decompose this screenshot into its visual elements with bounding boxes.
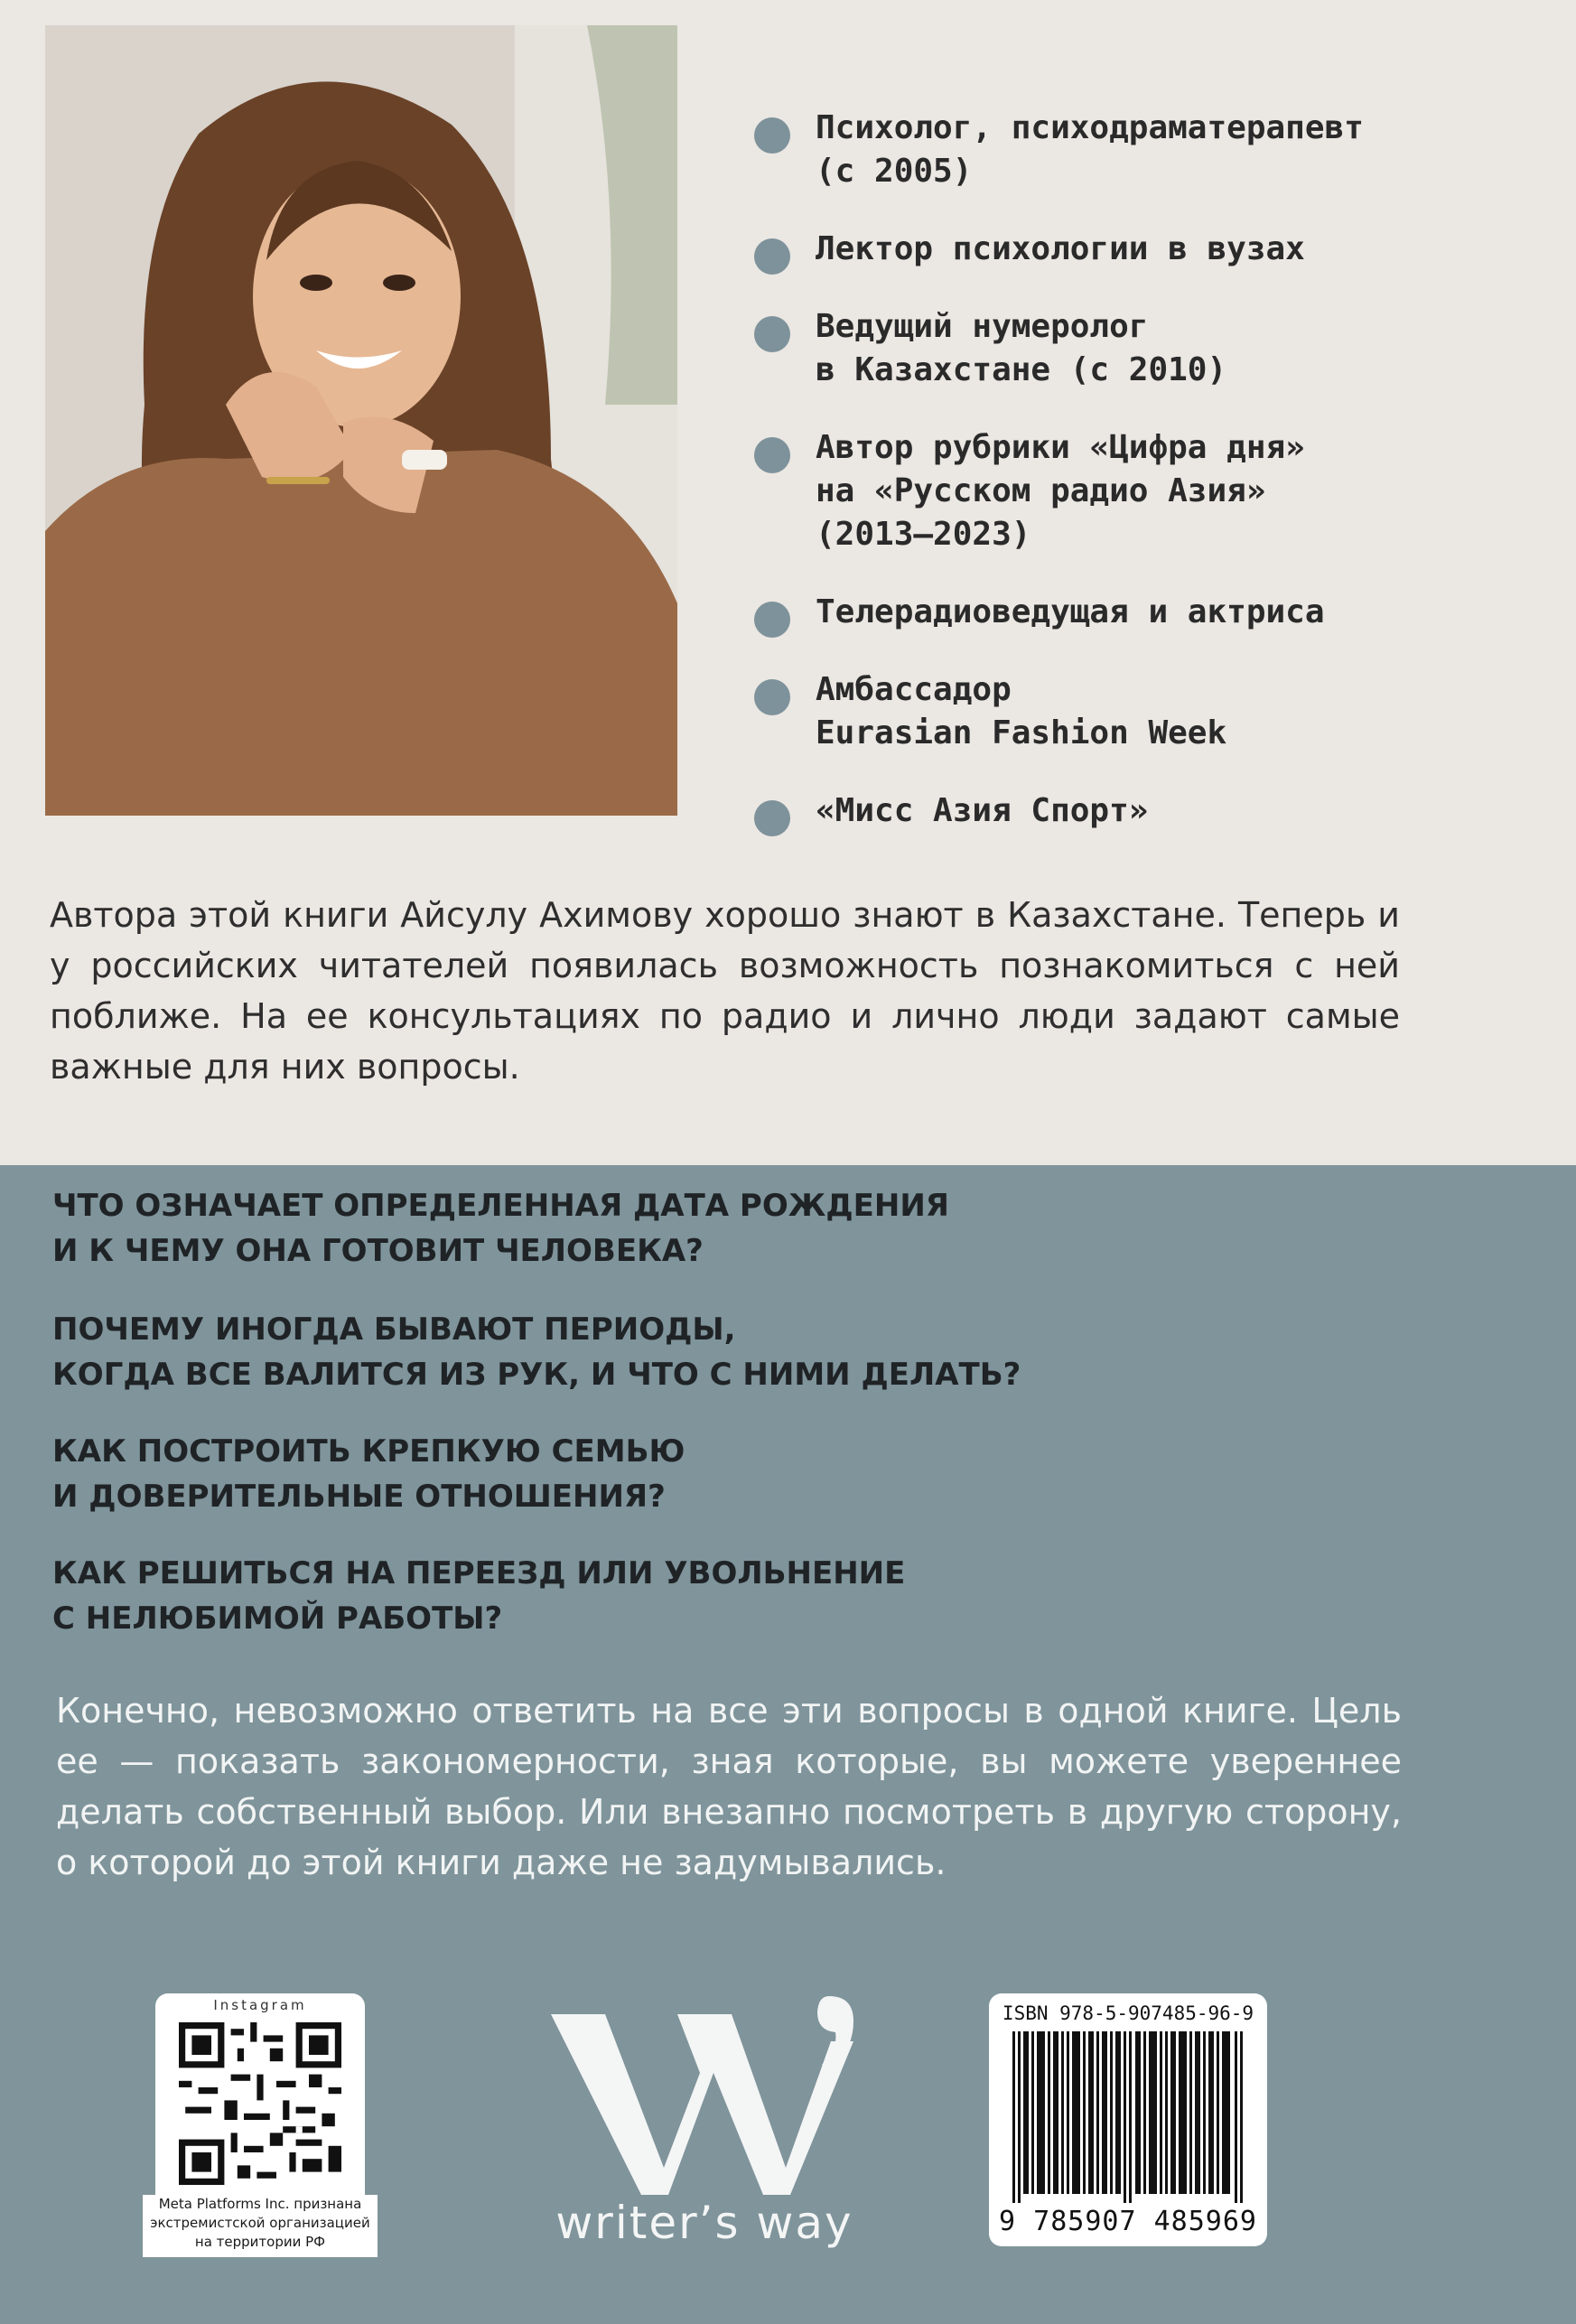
credential-item	[754, 426, 1549, 556]
question-2: ПОЧЕМУ ИНОГДА БЫВАЮТ ПЕРИОДЫ, КОГДА ВСЕ ВАЛИТСЯ ИЗ РУК, И ЧТО С НИМИ ДЕЛАТЬ?	[52, 1311, 1021, 1393]
credential-item	[754, 591, 1549, 634]
writers-way-logo-icon	[542, 1987, 867, 2195]
credential-text: Амбассадор Eurasian Fashion Week	[816, 671, 1227, 751]
bullet-dot-icon	[754, 117, 790, 154]
credential-text: Психолог, психодраматерапевт (с 2005)	[816, 109, 1364, 190]
credential-text: Автор рубрики «Цифра дня» на «Русском радио Азия» (2013–2023)	[816, 429, 1305, 553]
credential-item	[754, 789, 1549, 833]
publisher-wordmark: writer’s way	[555, 2197, 853, 2249]
qr-card	[155, 1993, 365, 2217]
isbn-card	[989, 1993, 1267, 2246]
credential-item	[754, 305, 1549, 392]
barcode	[1009, 2031, 1247, 2203]
credential-item	[754, 668, 1549, 755]
question-3: КАК ПОСТРОИТЬ КРЕПКУЮ СЕМЬЮ И ДОВЕРИТЕЛЬНЫЕ ОТНОШЕНИЯ?	[52, 1433, 685, 1515]
credentials-list	[754, 107, 1549, 867]
qr-disclaimer: Meta Platforms Inc. признана экстремистской организацией на территории РФ	[143, 2195, 378, 2257]
credential-item	[754, 107, 1549, 193]
credential-text: Телерадиоведущая и актриса	[816, 593, 1325, 630]
bullet-dot-icon	[754, 437, 790, 473]
credential-text: «Мисс Азия Спорт»	[816, 792, 1149, 829]
credential-item	[754, 228, 1549, 271]
bullet-dot-icon	[754, 800, 790, 836]
author-photo	[45, 25, 677, 816]
qr-code[interactable]	[179, 2022, 341, 2185]
qr-label: Instagram	[213, 1997, 307, 2013]
credential-text: Лектор психологии в вузах	[816, 230, 1305, 267]
barcode-digits: 9 785907 485969	[999, 2206, 1257, 2237]
bullet-dot-icon	[754, 679, 790, 715]
intro-paragraph: Автора этой книги Айсулу Ахимову хорошо знают в Казахстане. Теперь и у российских читателей появилась возможность познакомиться с ней поближе. На ее консультациях по радио и лично люди задают самые важные для них вопросы.	[50, 895, 1400, 1087]
bullet-dot-icon	[754, 238, 790, 275]
bullet-dot-icon	[754, 316, 790, 352]
isbn-number: ISBN 978-5-907485-96-9	[1002, 2002, 1254, 2024]
question-1: ЧТО ОЗНАЧАЕТ ОПРЕДЕЛЕННАЯ ДАТА РОЖДЕНИЯ И К ЧЕМУ ОНА ГОТОВИТ ЧЕЛОВЕКА?	[52, 1188, 949, 1269]
credential-text: Ведущий нумеролог в Казахстане (с 2010)	[816, 308, 1227, 388]
outro-paragraph: Конечно, невозможно ответить на все эти вопросы в одной книге. Цель ее — показать закономерности, зная которые, вы можете увереннее делать собственный выбор. Или внезапно посмотреть в другую сторону, о которой до этой книги даже не задумывались.	[56, 1691, 1402, 1882]
question-4: КАК РЕШИТЬСЯ НА ПЕРЕЕЗД ИЛИ УВОЛЬНЕНИЕ С НЕЛЮБИМОЙ РАБОТЫ?	[52, 1555, 906, 1637]
bullet-dot-icon	[754, 602, 790, 638]
